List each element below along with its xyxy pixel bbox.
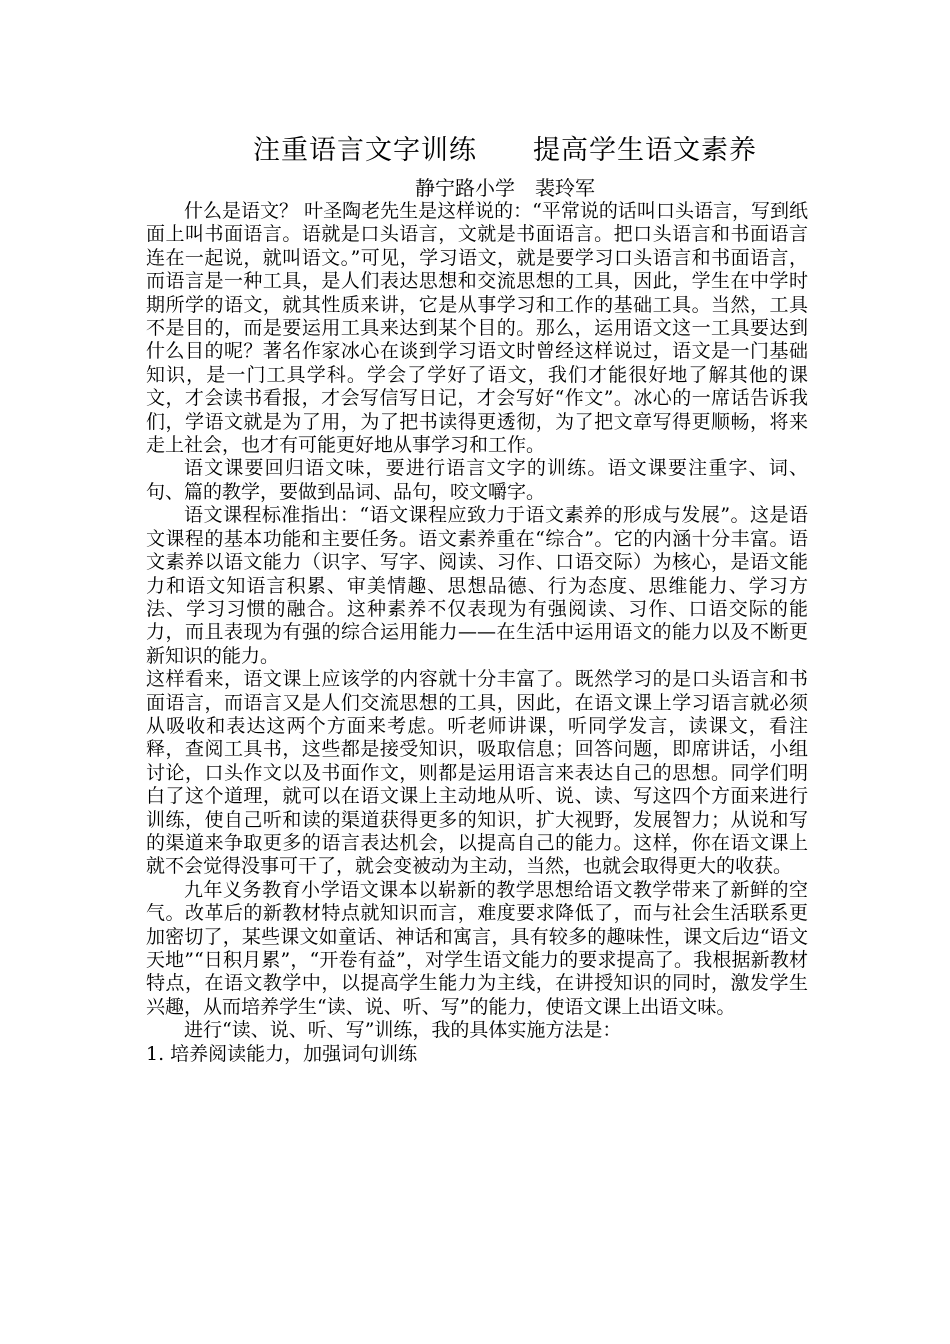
document-body bbox=[146, 200, 808, 1066]
paragraph-return-to-chinese: 语文课要回归语文味，要进行语言文字的训练。语文课要注重字、词、句、篇的教学，要做到品词、品句，咬文嚼字。 bbox=[146, 457, 808, 503]
document-title: 注重语言文字训练 提高学生语文素养 bbox=[253, 135, 757, 166]
paragraph-method-intro: 进行“读、说、听、写”训练，我的具体实施方法是： bbox=[184, 1019, 622, 1042]
document-author: 静宁路小学 裴玲军 bbox=[415, 176, 595, 200]
paragraph-curriculum-standard: 语文课程标准指出：“语文课程应致力于语文素养的形成与发展”。这是语文课程的基本功能和主要任务。语文素养重在“综合”。它的内涵十分丰富。语文素养以语文能力（识字、写字、阅读、习作、口语交际）为核心，是语文能力和语文知语言积累、审美情趣、思想品德、行为态度、思维能力、学习方法、学习习惯的融合。这种素养不仅表现为有强阅读、习作、口语交际的能力，而且表现为有强的综合运用能力——在生活中运用语文的能力以及不断更新知识的能力。 bbox=[146, 504, 808, 667]
list-item-reading-ability: 1. 培养阅读能力，加强词句训练 bbox=[146, 1042, 418, 1065]
paragraph-new-textbook: 九年义务教育小学语文课本以崭新的教学思想给语文教学带来了新鲜的空气。改革后的新教材特点就知识而言，难度要求降低了，而与社会生活联系更加密切了，某些课文如童话、神话和寓言，具有较多的趣味性，课文后边“语文天地”“日积月累”，“开卷有益”，对学生语文能力的要求提高了。我根据新教材特点，在语文教学中，以提高学生能力为主线，在讲授知识的同时，激发学生兴趣，从而培养学生“读、说、听、写”的能力，使语文课上出语文味。 bbox=[146, 878, 808, 1018]
paragraph-content-rich: 这样看来，语文课上应该学的内容就十分丰富了。既然学习的是口头语言和书面语言，而语言又是人们交流思想的工具，因此，在语文课上学习语言就必须从吸收和表达这两个方面来考虑。听老师讲课，听同学发言，读课文，看注释，查阅工具书，这些都是接受知识，吸取信息；回答问题，即席讲话，小组讨论，口头作文以及书面作文，则都是运用语言来表达自己的思想。同学们明白了这个道理，就可以在语文课上主动地从听、说、读、写这四个方面来进行训练，使自己听和读的渠道获得更多的知识，扩大视野，发展智力；从说和写的渠道来争取更多的语言表达机会，以提高自己的能力。这样，你在语文课上就不会觉得没事可干了，就会变被动为主动，当然，也就会取得更大的收获。 bbox=[146, 668, 808, 878]
paragraph-what-is-chinese: 什么是语文？ 叶圣陶老先生是这样说的：“平常说的话叫口头语言，写到纸面上叫书面语言。语就是口头语言，文就是书面语言。把口头语言和书面语言连在一起说，就叫语文。”可见，学习语文，就是要学习口头语言和书面语言，而语言是一种工具，是人们表达思想和交流思想的工具，因此，学生在中学时期所学的语文，就其性质来讲，它是从事学习和工作的基础工具。当然，工具不是目的，而是要运用工具来达到某个目的。那么，运用语文这一工具要达到什么目的呢？著名作家冰心在谈到学习语文时曾经这样说过，语文是一门基础知识，是一门工具学科。学会了学好了语文，我们才能很好地了解其他的课文，才会读书看报，才会写信写日记，才会写好“作文”。冰心的一席话告诉我们，学语文就是为了用，为了把书读得更透彻，为了把文章写得更顺畅，将来走上社会，也才有可能更好地从事学习和工作。 bbox=[146, 200, 808, 457]
